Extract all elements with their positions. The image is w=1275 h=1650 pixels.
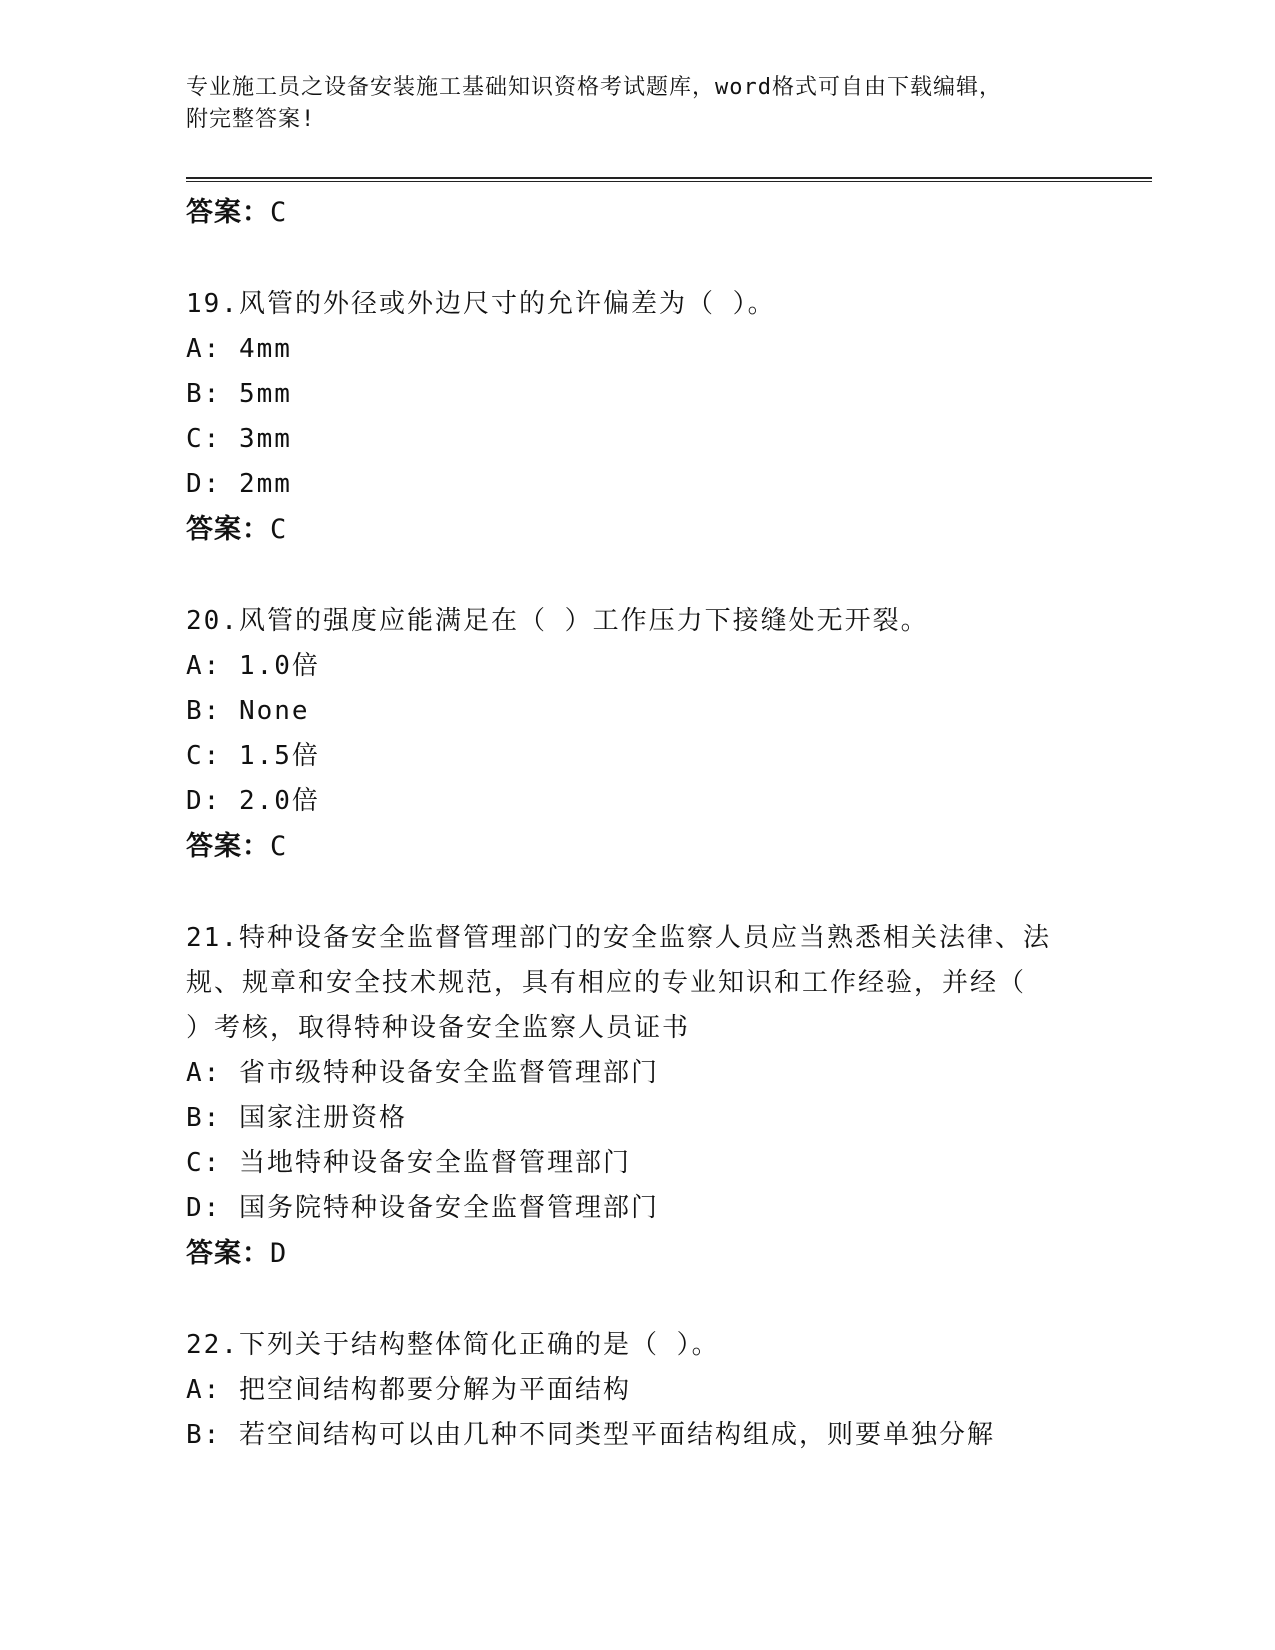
option-a: A: 4mm <box>186 334 292 364</box>
answer-line <box>186 1231 1086 1276</box>
option-a: A: 省市级特种设备安全监督管理部门 <box>186 1058 659 1088</box>
answer-value: C <box>270 197 288 228</box>
option-a: A: 1.0倍 <box>186 651 320 681</box>
answer-line <box>186 190 1086 235</box>
question-text-line-3: ）考核，取得特种设备安全监察人员证书 <box>186 1013 691 1043</box>
option-b: B: None <box>186 696 310 726</box>
answer-label: 答案： <box>186 1238 270 1269</box>
question-text: 20.风管的强度应能满足在（ ）工作压力下接缝处无开裂。 <box>186 606 929 636</box>
question-text-line-2: 规、规章和安全技术规范，具有相应的专业知识和工作经验，并经（ <box>186 968 1027 998</box>
option-c: C: 1.5倍 <box>186 741 320 771</box>
header-line-2: 附完整答案! <box>186 107 316 132</box>
question-21 <box>186 916 1086 1276</box>
header-divider <box>186 177 1152 182</box>
answer-value: C <box>270 514 288 545</box>
option-d: D: 2.0倍 <box>186 786 320 816</box>
answer-label: 答案： <box>186 831 270 862</box>
option-b: B: 若空间结构可以由几种不同类型平面结构组成，则要单独分解 <box>186 1420 995 1450</box>
question-20 <box>186 599 1086 869</box>
option-a: A: 把空间结构都要分解为平面结构 <box>186 1375 631 1405</box>
answer-value: C <box>270 831 288 862</box>
answer-line <box>186 507 1086 552</box>
option-d: D: 2mm <box>186 469 292 499</box>
answer-line <box>186 824 1086 869</box>
question-text: 19.风管的外径或外边尺寸的允许偏差为（ ）。 <box>186 289 776 319</box>
answer-label: 答案： <box>186 197 270 228</box>
option-b: B: 国家注册资格 <box>186 1103 407 1133</box>
document-body <box>186 190 1086 1458</box>
option-b: B: 5mm <box>186 379 292 409</box>
option-c: C: 3mm <box>186 424 292 454</box>
header-line-1: 专业施工员之设备安装施工基础知识资格考试题库，word格式可自由下载编辑， <box>186 75 1002 100</box>
answer-value: D <box>270 1238 288 1269</box>
document-header <box>186 72 1086 136</box>
question-19 <box>186 282 1086 552</box>
option-d: D: 国务院特种设备安全监督管理部门 <box>186 1193 659 1223</box>
question-22 <box>186 1323 1086 1458</box>
question-text-line-1: 21.特种设备安全监督管理部门的安全监察人员应当熟悉相关法律、法 <box>186 923 1051 953</box>
answer-label: 答案： <box>186 514 270 545</box>
option-c: C: 当地特种设备安全监督管理部门 <box>186 1148 631 1178</box>
question-text: 22.下列关于结构整体简化正确的是（ ）。 <box>186 1330 720 1360</box>
